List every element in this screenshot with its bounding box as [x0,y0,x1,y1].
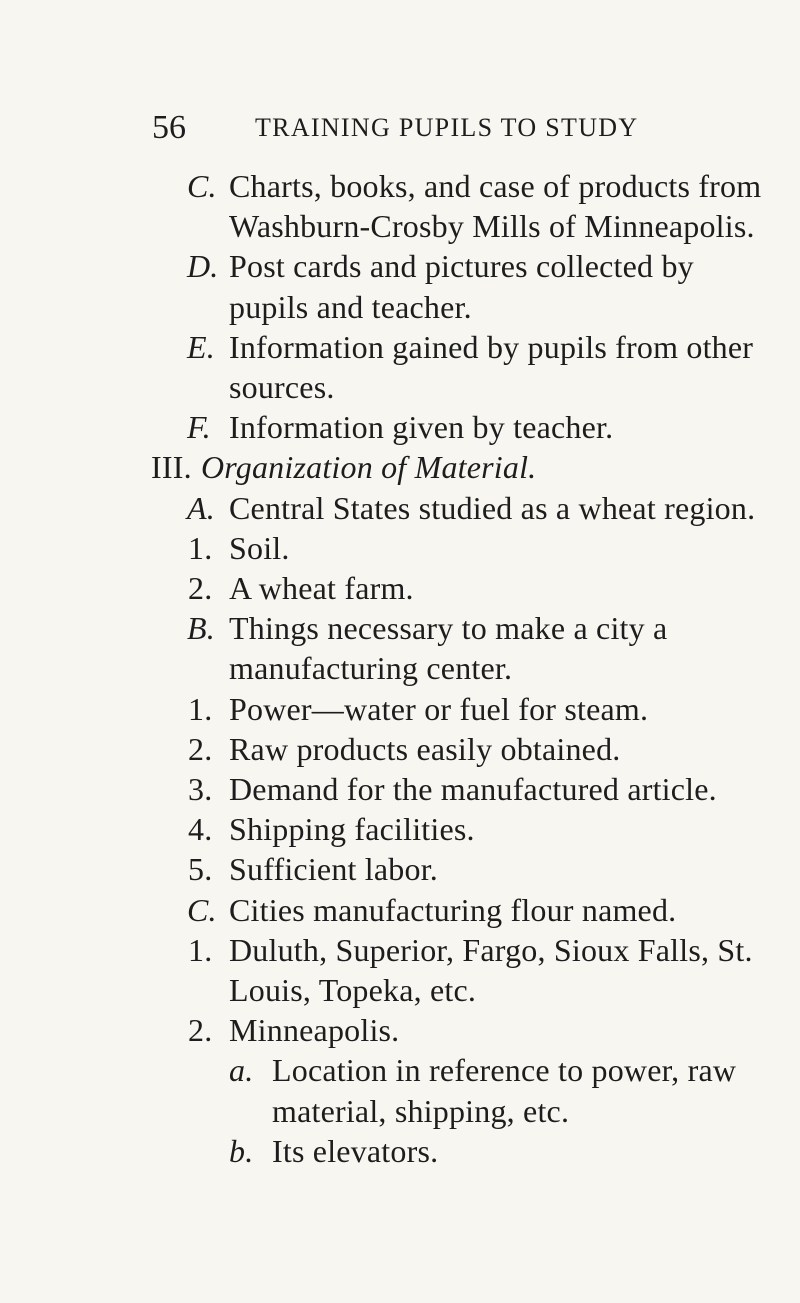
outline-text: Shipping facilities. [229,811,475,848]
outline-marker: 5. [188,851,213,888]
section-numeral: III. [151,449,192,486]
outline-marker: B. [187,610,215,647]
outline-marker: 4. [188,811,213,848]
outline-item-c [0,166,800,246]
outline-marker: C. [187,168,217,204]
outline-subitem [0,849,800,889]
outline-marker: 1. [188,529,213,566]
outline-text: Things necessary to make a city a manufacturing center. [229,610,668,687]
outline-item-c2 [0,890,800,930]
outline-text: Soil. [229,529,290,566]
outline-marker: 1. [188,690,213,727]
outline-text: Power—water or fuel for steam. [229,690,649,727]
outline-item-e [0,327,800,407]
outline-marker: b. [229,1132,254,1169]
outline-item-f [0,407,800,447]
section-heading-iii [0,447,800,487]
outline-text: Central States studied as a wheat region. [229,489,756,526]
outline-marker: 3. [188,771,213,808]
outline-marker: 2. [188,1012,213,1049]
outline-marker: E. [187,328,215,365]
section-title: Organization of Material. [201,449,537,486]
outline-marker: 2. [188,730,213,767]
page-header [152,103,712,153]
outline-subitem [0,528,800,568]
outline-text: Demand for the manufactured article. [229,771,717,808]
outline-subitem [0,769,800,809]
outline-text: Information gained by pupils from other sources. [229,328,754,406]
outline-marker: C. [187,891,217,928]
outline-marker: 2. [188,570,213,607]
outline-subsubitem [0,1131,800,1171]
outline-marker: 1. [188,931,213,968]
outline-marker: a. [229,1052,254,1089]
outline-subitem [0,809,800,849]
outline-text: Location in reference to power, raw material, shipping, etc. [272,1052,737,1129]
running-head: TRAINING PUPILS TO STUDY [255,113,639,142]
page-number: 56 [152,109,186,146]
outline-text: Sufficient labor. [229,851,438,888]
outline-marker: F. [187,409,211,446]
outline-text: Post cards and pictures collected by pupils and teacher. [229,248,694,325]
outline-body [0,166,800,1171]
outline-subitem [0,568,800,608]
outline-text: Charts, books, and case of products from Washburn-Crosby Mills of Minneapolis. [229,168,762,245]
outline-subitem [0,729,800,769]
outline-subitem [0,1010,800,1050]
outline-marker: A. [187,489,215,526]
outline-text: A wheat farm. [229,570,414,607]
outline-item-d [0,246,800,326]
outline-text: Duluth, Superior, Fargo, Sioux Falls, St. Louis, Topeka, etc. [229,931,753,1009]
outline-text: Its elevators. [272,1132,439,1169]
outline-subsubitem [0,1050,800,1130]
outline-text: Information given by teacher. [229,409,614,446]
outline-subitem [0,689,800,729]
outline-item-a [0,488,800,528]
outline-text: Cities manufacturing flour named. [229,891,677,928]
outline-subitem [0,930,800,1010]
outline-text: Minneapolis. [229,1012,400,1049]
outline-marker: D. [187,248,219,285]
outline-item-b [0,608,800,688]
outline-text: Raw products easily obtained. [229,730,621,767]
